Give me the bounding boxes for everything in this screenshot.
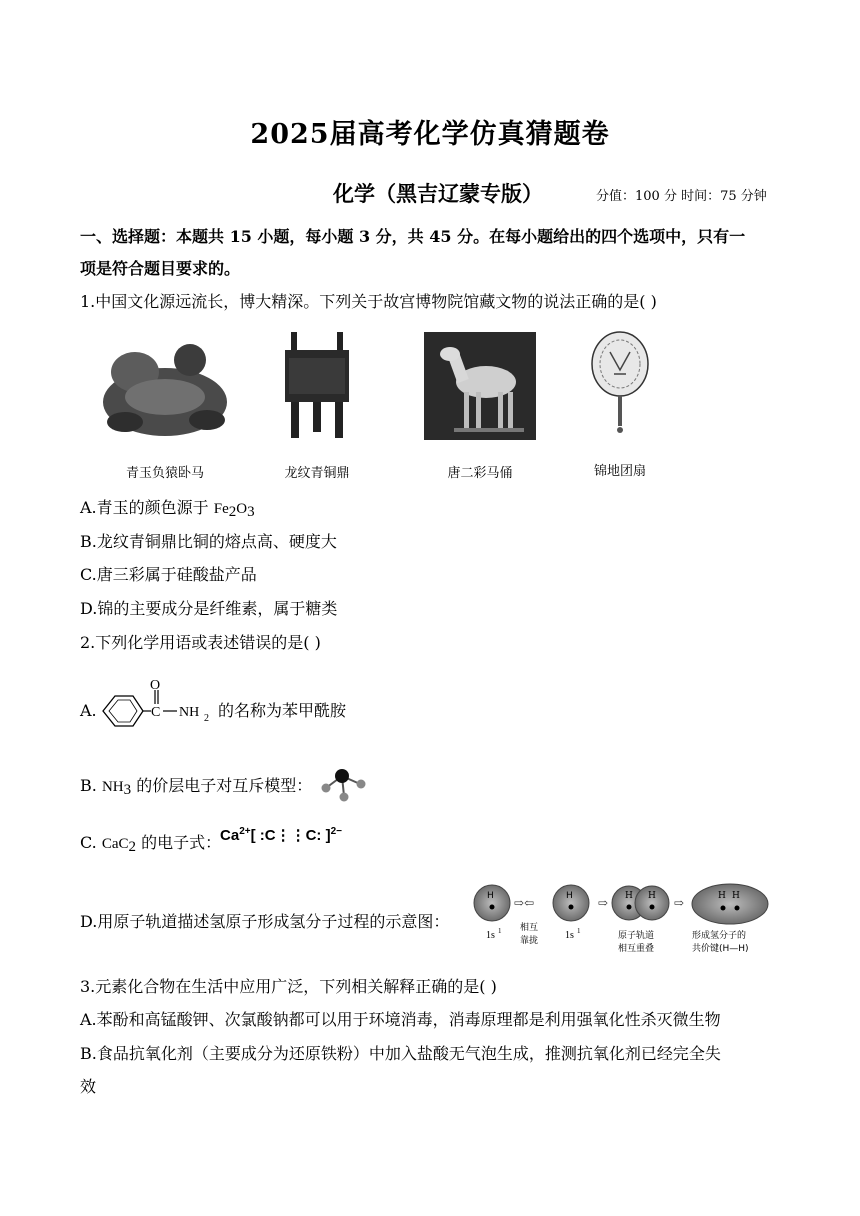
svg-text:相互重叠: 相互重叠 — [618, 944, 655, 954]
exam-meta: 分值：100 分 时间：75 分钟 — [596, 189, 767, 204]
svg-text:1s: 1s — [486, 930, 495, 941]
brocade-fan-image — [588, 330, 652, 442]
caption-brocade-fan: 锦地团扇 — [593, 464, 646, 479]
q3-option-b-line2: 效 — [80, 1077, 97, 1096]
svg-text:⇨: ⇨ — [598, 896, 609, 910]
svg-text:1s: 1s — [565, 930, 574, 941]
svg-text:⇨⇦: ⇨⇦ — [514, 896, 535, 910]
svg-text:1: 1 — [577, 927, 581, 935]
bronze-ding-image — [283, 332, 351, 444]
svg-text:共价键(H—H): 共价键(H—H) — [692, 944, 749, 954]
svg-text:相互: 相互 — [520, 923, 539, 933]
svg-text:H: H — [566, 891, 573, 901]
caption-jade-horse: 青玉负猿卧马 — [125, 466, 204, 481]
q2-option-b: B. $NH_3$ 的价层电子对互斥模型： — [80, 776, 313, 798]
svg-text:H: H — [648, 891, 656, 901]
benzamide-structure — [93, 676, 219, 742]
svg-text:形成氢分子的: 形成氢分子的 — [692, 931, 747, 941]
svg-text:1: 1 — [498, 927, 502, 935]
svg-text:H: H — [487, 891, 494, 901]
svg-text:靠拢: 靠拢 — [520, 936, 539, 946]
svg-text:H: H — [718, 891, 726, 901]
section-heading-line1: 一、选择题：本题共 15 小题，每小题 3 分，共 45 分。在每小题给出的四个选项中，只有一 — [80, 227, 746, 246]
q1-option-c: C.唐三彩属于硅酸盐产品 — [80, 565, 257, 584]
q2-option-a-label: A. — [80, 701, 97, 720]
q1-stem: 1.中国文化源远流长，博大精深。下列关于故宫博物院馆藏文物的说法正确的是( ) — [80, 292, 657, 311]
tang-horse-image — [424, 332, 536, 440]
cac2-electron-formula: $Ca^{2+}$[ :C⋮⋮C: ]$^{2-}$ — [220, 826, 342, 844]
page-title: 2025届高考化学仿真猜题卷 — [250, 119, 610, 150]
q3-stem: 3.元素化合物在生活中应用广泛，下列相关解释正确的是( ) — [80, 977, 497, 996]
q2-option-a-text: 的名称为苯甲酰胺 — [218, 701, 347, 720]
q1-option-b: B.龙纹青铜鼎比铜的熔点高、硬度大 — [80, 532, 337, 551]
caption-bronze-ding: 龙纹青铜鼎 — [284, 466, 350, 481]
section-heading-line2: 项是符合题目要求的。 — [80, 259, 241, 278]
carbonyl-oxygen: O — [150, 678, 161, 693]
q3-option-b-line1: B.食品抗氧化剂（主要成分为还原铁粉）中加入盐酸无气泡生成，推测抗氧化剂已经完全失 — [80, 1044, 721, 1063]
svg-text:⇨: ⇨ — [674, 896, 685, 910]
svg-text:H: H — [732, 891, 740, 901]
jade-horse-image — [95, 332, 235, 442]
svg-text:原子轨道: 原子轨道 — [618, 931, 655, 941]
svg-text:H: H — [625, 891, 633, 901]
q3-option-a: A.苯酚和高锰酸钾、次氯酸钠都可以用于环境消毒，消毒原理都是利用强氧化性杀灭微生物 — [80, 1010, 721, 1029]
page-subtitle: 化学（黑吉辽蒙专版） — [333, 181, 543, 206]
caption-tang-horse: 唐二彩马俑 — [447, 466, 513, 481]
amine-group: NH — [179, 705, 200, 720]
q2-stem: 2.下列化学用语或表述错误的是( ) — [80, 633, 321, 652]
carbonyl-carbon: C — [151, 705, 161, 720]
q1-option-d: D.锦的主要成分是纤维素，属于糖类 — [80, 599, 338, 618]
q2-option-d: D.用原子轨道描述氢原子形成氢分子过程的示意图： — [80, 912, 450, 931]
amine-subscript: 2 — [204, 713, 209, 724]
orbital-overlap-diagram — [472, 880, 772, 958]
q2-option-c: C. CaC$_2$ 的电子式： — [80, 833, 222, 855]
q1-option-a: A.青玉的颜色源于 $Fe_2O_3$ — [80, 498, 255, 520]
vsepr-model-image — [318, 766, 370, 804]
